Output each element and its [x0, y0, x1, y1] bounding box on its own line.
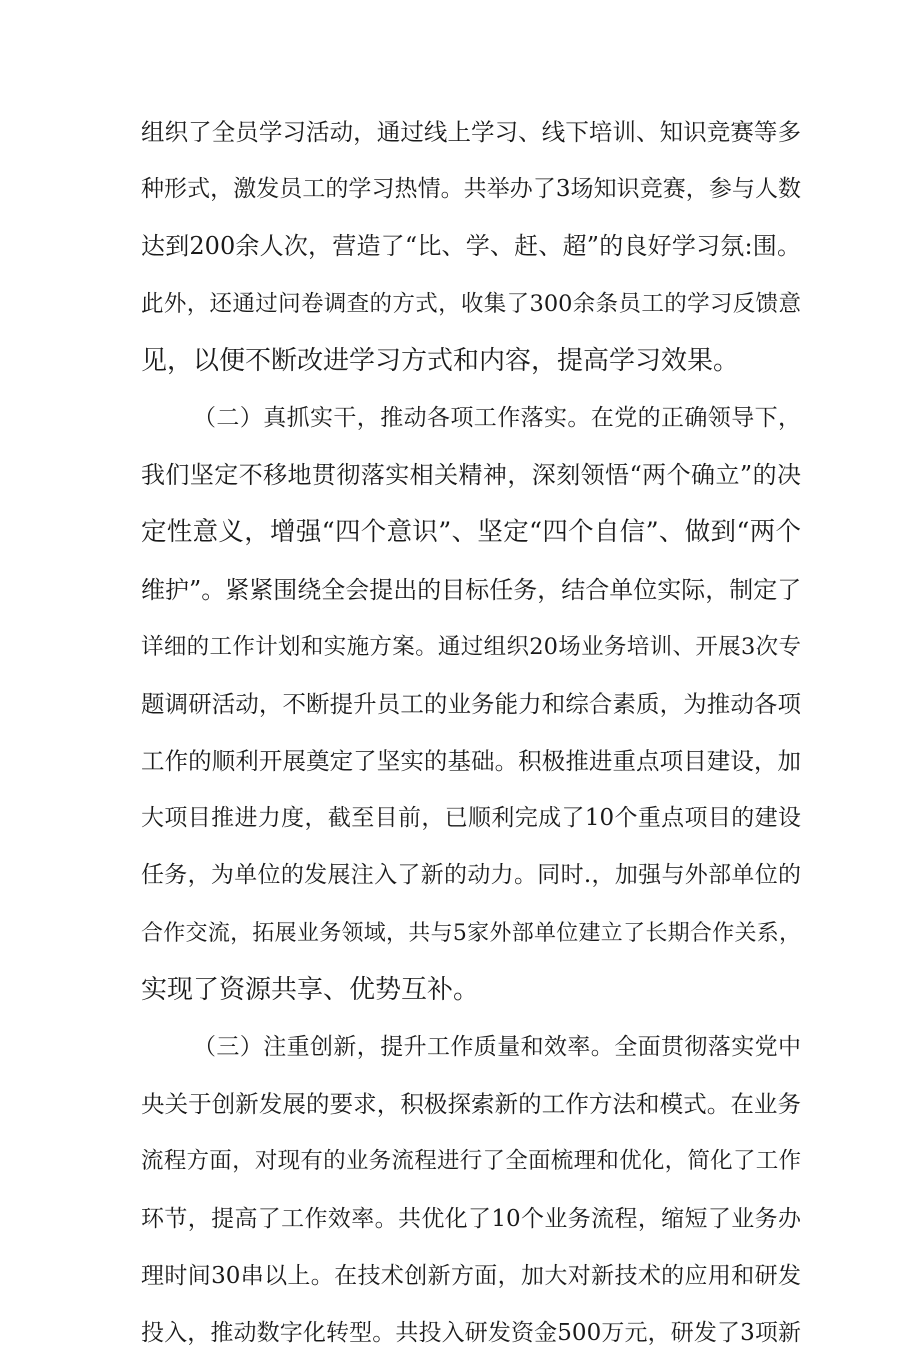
text-line: 合作交流，拓展业务领域，共与5家外部单位建立了长期合作关系，	[141, 920, 801, 946]
text-line: 实现了资源共享、优势互补。	[141, 974, 480, 1005]
text-line: 央关于创新发展的要求，积极探索新的工作方法和模式。在业务	[141, 1090, 801, 1119]
text-line: 我们坚定不移地贯彻落实相关精神，深刻领悟“两个确立”的决	[141, 461, 801, 490]
section-heading-line: （三）注重创新，提升工作质量和效率。全面贯彻落实党中	[193, 1034, 801, 1060]
text-line: 环节，提高了工作效率。共优化了10个业务流程，缩短了业务办	[141, 1205, 801, 1232]
text-line: 详细的工作计划和实施方案。通过组织20场业务培训、开展3次专	[141, 633, 801, 660]
text-line: 此外，还通过问卷调查的方式，收集了300余条员工的学习反馈意	[141, 290, 801, 317]
section-heading-line: （二）真抓实干，推动各项工作落实。在党的正确领导下，	[193, 404, 801, 431]
paragraph-study-activities	[141, 104, 801, 390]
text-line: 题调研活动，不断提升员工的业务能力和综合素质，为推动各项	[141, 689, 801, 718]
paragraph-section-three	[141, 1019, 801, 1362]
text-line: 种形式，激发员工的学习热情。共举办了3场知识竞赛，参与人数	[141, 176, 801, 203]
text-line: 达到200余人次，营造了“比、学、赶、超”的良好学习氛:围。	[141, 232, 801, 261]
paragraph-section-two	[141, 390, 801, 1019]
document-body	[141, 104, 801, 1362]
text-line: 定性意义，增强“四个意识”、坚定“四个自信”、做到“两个	[141, 517, 801, 548]
text-line: 工作的顺利开展奠定了坚实的基础。积极推进重点项目建设，加	[141, 747, 801, 776]
text-line: 维护”。紧紧围绕全会提出的目标任务，结合单位实际，制定了	[141, 575, 802, 604]
text-line: 任务，为单位的发展注入了新的动力。同时.，加强与外部单位的	[141, 862, 801, 889]
text-line: 理时间30串以上。在技术创新方面，加大对新技术的应用和研发	[141, 1262, 801, 1289]
text-line: 大项目推进力度，截至目前，已顺利完成了10个重点项目的建设	[141, 805, 801, 832]
text-line: 见，以便不断改进学习方式和内容，提高学习效果。	[141, 345, 740, 376]
text-line: 组织了全员学习活动，通过线上学习、线下培训、知识竞赛等多	[141, 118, 801, 146]
text-line: 流程方面，对现有的业务流程进行了全面梳理和优化，简化了工作	[141, 1148, 801, 1175]
text-line: 投入，推动数字化转型。共投入研发资金500万元，研发了3项新	[141, 1319, 801, 1346]
